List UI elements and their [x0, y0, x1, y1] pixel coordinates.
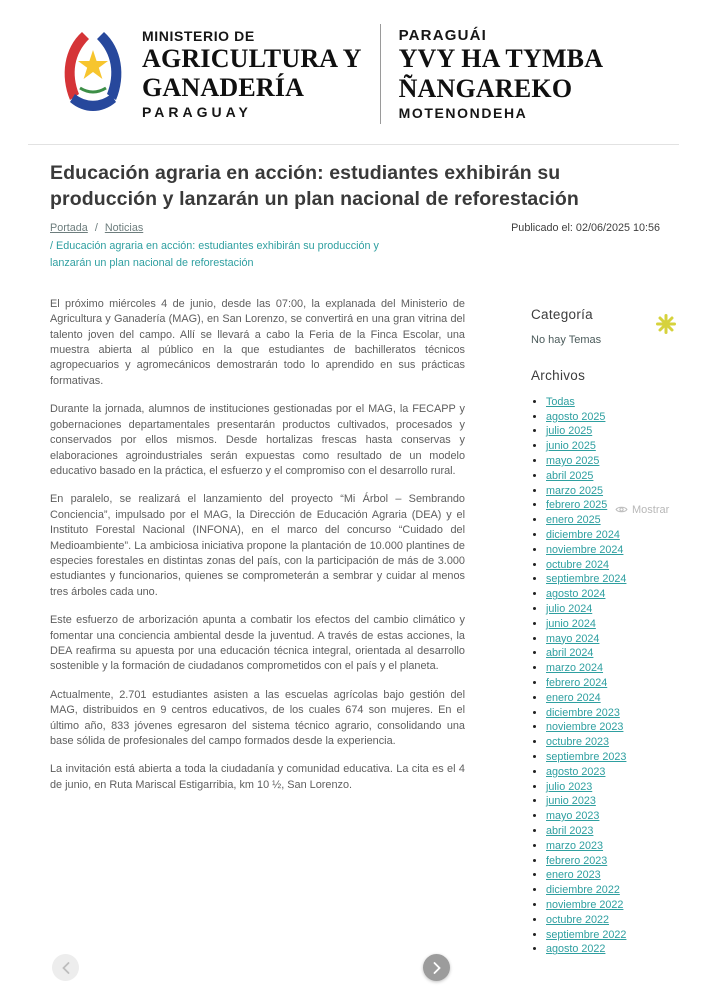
archive-item: [546, 439, 663, 454]
archive-link[interactable]: agosto 2023: [546, 765, 606, 778]
brand-nangareko: ÑANGAREKO: [398, 73, 573, 103]
archive-item: [546, 854, 663, 869]
archive-link[interactable]: abril 2023: [546, 824, 594, 837]
header-divider-line: [28, 144, 679, 145]
archive-item: [546, 735, 663, 750]
article-paragraph: Durante la jornada, alumnos de instituciones gestionadas por el MAG, la FECAPP y gobernaciones departamentales presentarán productos cultivados, procesados y conservados por ellos mismos. Desde hortalizas frescas hasta conservas y elaboraciones agroindustriales serán expuestas como resultado de un modelo educativo basado en la práctica, el esfuerzo y el compromiso con el desarrollo rural.: [50, 403, 465, 477]
meta-row: [50, 222, 660, 234]
mag-logo[interactable]: [56, 26, 130, 123]
breadcrumb-current-page[interactable]: / Educación agraria en acción: estudiantes exhibirán su producción y lanzarán un plan nacional de reforestación: [50, 240, 379, 269]
brand-paraguai: PARAGUÁI: [398, 27, 488, 45]
archive-item: [546, 691, 663, 706]
archive-link[interactable]: junio 2023: [546, 795, 596, 808]
archive-link[interactable]: junio 2024: [546, 617, 596, 630]
archive-item: [546, 706, 663, 721]
archive-item: [546, 424, 663, 439]
archive-link[interactable]: diciembre 2023: [546, 706, 620, 719]
archive-item: [546, 898, 663, 913]
archives-list: [531, 395, 663, 957]
brand-agricultura: AGRICULTURA Y: [142, 43, 362, 73]
archive-link[interactable]: agosto 2025: [546, 410, 606, 423]
archive-item: [546, 942, 663, 957]
mostrar-tooltip[interactable]: [612, 502, 672, 517]
archive-link[interactable]: marzo 2024: [546, 662, 604, 675]
archive-item: [546, 720, 663, 735]
archive-link[interactable]: mayo 2025: [546, 455, 600, 468]
breadcrumb-separator: /: [94, 222, 98, 235]
article-paragraph: El próximo miércoles 4 de junio, desde las 07:00, la explanada del Ministerio de Agricultura y Ganadería (MAG), en San Lorenzo, se convertirá en una gran vitrina del talento joven del campo. Allí se llevará a cabo la Feria de la Finca Escolar, una muestra abierta al público en la que estudiantes de bachilleratos técnicos agropecuarios y agromecánicos demostrarán todo lo aprendido en sus prácticas formativas.: [50, 297, 465, 387]
archive-link[interactable]: junio 2025: [546, 440, 596, 453]
archive-link[interactable]: septiembre 2023: [546, 750, 627, 763]
article-paragraph: Actualmente, 2.701 estudiantes asisten a las escuelas agrícolas bajo gestión del MAG, distribuidos en 9 centros educativos, de los cuales 674 son mujeres. En el último año, 833 jóvenes egresaron del sistema técnico agrario, consolidando una base sólida de profesionales del campo formados desde la experiencia.: [50, 688, 465, 747]
archive-link[interactable]: agosto 2024: [546, 588, 606, 601]
coat-of-arms-icon: [56, 26, 130, 118]
article-paragraph: Este esfuerzo de arborización apunta a combatir los efectos del cambio climático y fomentar una conciencia ambiental desde la juventud. A través de estas acciones, la DEA reafirma su apuesta por una educación técnica integral, orientada al desarrollo sostenible y la formación de ciudadanos comprometidos con el país y el planeta.: [50, 614, 465, 673]
archive-link[interactable]: mayo 2023: [546, 810, 600, 823]
brand-yvy-ha-tymba: YVY HA TYMBA: [398, 44, 604, 74]
archive-link[interactable]: abril 2024: [546, 647, 594, 660]
archive-item: [546, 410, 663, 425]
accessibility-widget-button[interactable]: [655, 313, 677, 335]
archive-link[interactable]: marzo 2025: [546, 484, 604, 497]
archive-link[interactable]: octubre 2023: [546, 736, 610, 749]
header-vertical-divider: [380, 24, 381, 124]
archive-link[interactable]: febrero 2025: [546, 499, 608, 512]
page-title: Educación agraria en acción: estudiantes exhibirán su producción y lanzarán un plan nacional de reforestación: [50, 162, 579, 210]
archive-link[interactable]: noviembre 2022: [546, 898, 624, 911]
main-content: [0, 161, 707, 957]
archive-link[interactable]: marzo 2023: [546, 839, 604, 852]
archive-item: [546, 617, 663, 632]
archive-item: [546, 765, 663, 780]
brand-guarani: [399, 27, 604, 120]
archive-item: [546, 632, 663, 647]
chevron-left-icon: [62, 962, 70, 974]
asterisk-burst-icon: [655, 313, 677, 335]
mostrar-label: Mostrar: [632, 503, 670, 516]
archive-item: [546, 661, 663, 676]
published-date: Publicado el: 02/06/2025 10:56: [511, 222, 660, 235]
article-body: [50, 297, 465, 957]
sidebar: [531, 297, 663, 957]
breadcrumb: [50, 222, 143, 234]
archive-link[interactable]: diciembre 2024: [546, 529, 620, 542]
archive-link[interactable]: diciembre 2022: [546, 884, 620, 897]
archive-item: [546, 750, 663, 765]
archive-item: [546, 780, 663, 795]
archive-link[interactable]: noviembre 2023: [546, 721, 624, 734]
archive-item: [546, 928, 663, 943]
category-heading: Categoría: [531, 306, 593, 322]
chevron-right-icon: [433, 962, 441, 974]
archive-item: [546, 824, 663, 839]
archive-link[interactable]: febrero 2024: [546, 676, 608, 689]
archive-item: [546, 528, 663, 543]
archive-link[interactable]: septiembre 2022: [546, 928, 627, 941]
archive-item: [546, 469, 663, 484]
archive-link[interactable]: octubre 2022: [546, 913, 610, 926]
archive-link[interactable]: noviembre 2024: [546, 543, 624, 556]
archive-item: [546, 558, 663, 573]
brand-ministerio-de: MINISTERIO DE: [142, 27, 255, 44]
prev-button[interactable]: [52, 954, 79, 981]
brand-motenondeha: MOTENONDEHA: [398, 104, 528, 121]
archive-item: [546, 484, 663, 499]
archive-item: [546, 587, 663, 602]
archive-item: [546, 676, 663, 691]
archive-link[interactable]: julio 2024: [546, 603, 593, 615]
brand-spanish: [142, 28, 362, 120]
article-paragraph: En paralelo, se realizará el lanzamiento del proyecto “Mi Árbol – Sembrando Conciencia”, impulsado por el MAG, la Dirección de Educación Agraria (DEA) y el Instituto Forestal Nacional (INFONA), en el marco del concurso “Cuidado del Medioambiente”. La ambiciosa iniciativa propone la plantación de 10.000 plantines de especies forestales en distintas zonas del país, con la participación de más de 3.000 estudiantes y funcionarios, quienes se comprometerán a sembrar y cuidar al menos tres árboles cada uno.: [50, 493, 465, 598]
archive-link[interactable]: enero 2023: [546, 869, 601, 882]
archive-item: [546, 646, 663, 661]
archive-item: [546, 839, 663, 854]
eye-icon: [615, 503, 628, 516]
archive-item: [546, 454, 663, 469]
archive-link[interactable]: mayo 2024: [546, 632, 600, 645]
archive-item: [546, 883, 663, 898]
archive-link[interactable]: julio 2025: [546, 425, 593, 438]
brand-ganaderia: GANADERÍA: [142, 73, 305, 102]
archives-heading: Archivos: [531, 367, 586, 383]
archive-item: [546, 395, 663, 410]
site-header: [0, 0, 707, 134]
archive-link[interactable]: enero 2024: [546, 691, 601, 704]
archive-link[interactable]: agosto 2022: [546, 943, 606, 956]
archive-item: [546, 794, 663, 809]
breadcrumb-portada-link[interactable]: Portada: [50, 222, 88, 235]
content-row: [50, 297, 660, 957]
archive-link[interactable]: abril 2025: [546, 469, 594, 482]
category-empty-text: No hay Temas: [531, 333, 602, 346]
breadcrumb-noticias-link[interactable]: Noticias: [104, 222, 144, 235]
archive-item: [546, 868, 663, 883]
archive-link[interactable]: febrero 2023: [546, 854, 608, 867]
archive-item: [546, 602, 663, 617]
archive-link[interactable]: enero 2025: [546, 514, 601, 527]
archive-item: [546, 809, 663, 824]
archive-link[interactable]: octubre 2024: [546, 558, 610, 571]
article-paragraph: La invitación está abierta a toda la ciudadanía y comunidad educativa. La cita es el 4 de junio, en Ruta Mariscal Estigarribia, km 10 ½, San Lorenzo.: [50, 763, 465, 791]
archive-link[interactable]: Todas: [546, 395, 575, 408]
brand-paraguay: PARAGUAY: [142, 104, 252, 121]
next-button[interactable]: [423, 954, 450, 981]
archive-item: [546, 913, 663, 928]
archive-link[interactable]: septiembre 2024: [546, 573, 627, 586]
archive-item: [546, 572, 663, 587]
archive-item: [546, 543, 663, 558]
archive-link[interactable]: julio 2023: [546, 780, 593, 793]
